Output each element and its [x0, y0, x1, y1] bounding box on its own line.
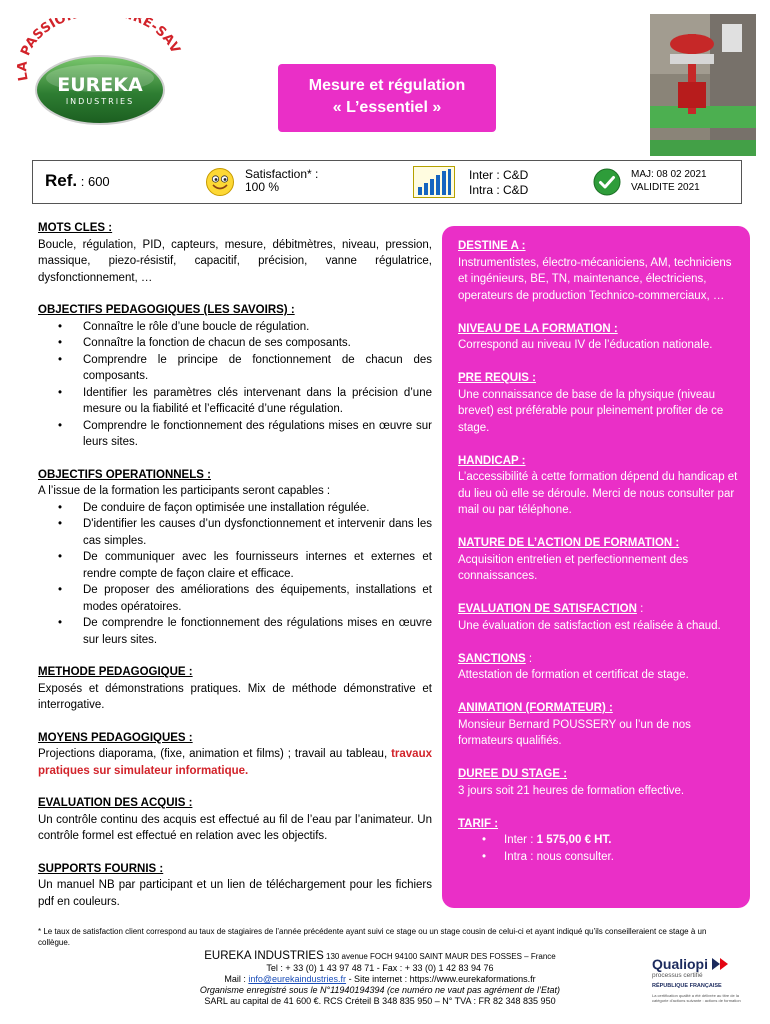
right-panel: [442, 226, 750, 908]
reference: Ref. : 600: [45, 171, 110, 190]
list-item: • Identifier les paramètres clés intervenant dans la précision d’une mesure ou la fiabilité et l’efficacité d’une régulation.: [38, 385, 432, 418]
list-item: • Connaître le rôle d’une boucle de régulation.: [38, 319, 432, 336]
title-line-2: « L’essentiel »: [332, 99, 442, 116]
methode-text: Exposés et démonstrations pratiques. Mix de méthode démonstrative et interrogative.: [38, 682, 432, 711]
tarif-intra: • Intra : nous consulter.: [458, 849, 738, 866]
mail-link[interactable]: info@eurekaindustries.fr: [248, 974, 347, 984]
sanctions-text: Attestation de formation et certificat de stage.: [458, 669, 689, 681]
republique-francaise: RÉPUBLIQUE FRANÇAISE: [652, 983, 722, 989]
valve-photo: [650, 14, 756, 156]
prerequis-heading: PRE REQUIS :: [458, 372, 536, 384]
course-title: [278, 64, 496, 132]
handicap-text: L’accessibilité à cette formation dépend du handicap et du lieu où elle se déroule. Merci de nous consulter par mail ou par téléphone.: [458, 471, 738, 516]
reference-value: 600: [87, 174, 110, 189]
animation-text: Monsieur Bernard POUSSERY ou l’un de nos formateurs qualifiés.: [458, 718, 691, 747]
footer-organisme: Organisme enregistré sous le N°11940194394 (ce numéro ne vaut pas agrément de l’Etat): [199, 985, 561, 995]
evaluation-satisfaction-text: Une évaluation de satisfaction est réalisée à chaud.: [458, 619, 721, 632]
handicap-heading: HANDICAP :: [458, 454, 526, 467]
logo-arc-text: LA PASSIO RE-SAV: [15, 18, 183, 83]
supports-text: Un manuel NB par participant et un lien de téléchargement pour les fichiers pdf en couleurs.: [38, 879, 432, 908]
inter-label: Inter : C&D: [469, 168, 529, 182]
nature-text: Acquisition entretien et perfectionnement des connaissances.: [458, 553, 689, 582]
list-item: • De proposer des améliorations des équipements, installations et modes opératoires.: [38, 582, 432, 615]
list-item: • De conduire de façon optimisée une installation régulée.: [38, 500, 432, 517]
update-info: [631, 168, 707, 194]
left-column: [38, 220, 432, 910]
maj-date: MAJ: 08 02 2021: [631, 169, 707, 180]
nature-heading: NATURE DE L’ACTION DE FORMATION :: [458, 537, 680, 549]
methode-heading: METHODE PEDAGOGIQUE :: [38, 666, 193, 678]
mots-cles-text: Boucle, régulation, PID, capteurs, mesure, débitmètres, niveau, pression, massique, piezo-résistif, capacitif, précision, vanne régulatrice, dysfonctionnement, …: [38, 238, 432, 284]
list-item: • Comprendre le principe de fonctionnement de chacun des composants.: [38, 352, 432, 385]
destine-text: Instrumentistes, électro-mécaniciens, AM, techniciens et ingénieurs, BE, TN, maintenance, électriciens, operateurs de production Technico-commerciaux, …: [458, 256, 732, 302]
session-types: [469, 168, 528, 198]
evaluation-acquis-text: Un contrôle continu des acquis est effectué au fil de l’eau par l’animateur. Un contrôle formel est effectué en relation avec les objectifs.: [38, 813, 432, 842]
eureka-logo: [14, 18, 184, 138]
evaluation-satisfaction-heading: EVALUATION DE SATISFACTION :: [458, 603, 644, 615]
sanctions-heading: SANCTIONS :: [458, 652, 533, 665]
evaluation-acquis-heading: EVALUATION DES ACQUIS :: [38, 797, 193, 809]
logo-sub: INDUSTRIES: [65, 97, 135, 106]
title-line-1: Mesure et régulation: [308, 77, 466, 94]
satisfaction-footnote: * Le taux de satisfaction client correspond au taux de stagiaires de l’année précédente ayant suivi ce stage ou un stage cousin de celui-ci et ayant indiqué qu’ils conseilleraient ce stage à un collègue.: [38, 927, 707, 947]
list-item: • Comprendre le fonctionnement des régulations mises en œuvre sur leurs sites.: [38, 418, 432, 451]
tarif-inter: • Inter : 1 575,00 € HT.: [458, 832, 738, 849]
supports-heading: SUPPORTS FOURNIS :: [38, 862, 164, 875]
qualiopi-arrows-icon: [711, 956, 733, 972]
qualiopi-logo: [652, 956, 752, 1016]
satisfaction: [245, 168, 318, 194]
list-item: • De communiquer avec les fournisseurs internes et externes et rendre compte de façon claire et efficace.: [38, 549, 432, 582]
prerequis-text: Une connaissance de base de la physique (niveau brevet) est préférable pour pleinement profiter de ce stage.: [458, 388, 724, 434]
logo-name: EUREKA: [57, 74, 143, 96]
tarif-heading: TARIF :: [458, 817, 499, 830]
satisfaction-value: 100 %: [245, 180, 280, 194]
footer-tel: Tel : + 33 (0) 1 43 97 48 71 - Fax : + 33 (0) 1 42 83 94 76: [266, 963, 494, 973]
moyens-highlight: travaux pratiques sur simulateur informatique.: [38, 748, 432, 777]
destine-heading: DESTINE A :: [458, 240, 526, 252]
satisfaction-label: Satisfaction* :: [245, 167, 319, 181]
footer-company: EUREKA INDUSTRIES 130 avenue FOCH 94100 SAINT MAUR DES FOSSES – France: [204, 950, 556, 962]
check-icon: [593, 168, 621, 196]
list-item: • Connaître la fonction de chacun de ses composants.: [38, 335, 432, 352]
footer: [120, 950, 640, 1007]
intra-label: Intra : C&D: [469, 183, 529, 197]
info-bar: [32, 160, 742, 204]
objectifs-operationnels-intro: A l’issue de la formation les participants seront capables :: [38, 485, 331, 497]
qualiopi-name: Qualiopi: [652, 956, 708, 972]
objectifs-pedagogiques-list: [38, 319, 432, 451]
list-item: • D'identifier les causes d’un dysfonctionnement et intervenir dans les cas simples.: [38, 516, 432, 549]
tarif-list: [458, 832, 738, 865]
validite: VALIDITE 2021: [631, 182, 700, 193]
niveau-text: Correspond au niveau IV de l’éducation nationale.: [458, 339, 713, 351]
moyens-heading: MOYENS PEDAGOGIQUES :: [38, 731, 193, 744]
bar-chart-icon: [413, 166, 455, 198]
footer-sarl: SARL au capital de 41 600 €. RCS Créteil B 348 835 950 – N° TVA : FR 82 348 835 950: [204, 996, 556, 1006]
footer-contact: Mail : info@eurekaindustries.fr - Site internet : https://www.eurekaformations.fr: [224, 974, 536, 984]
objectifs-pedagogiques-heading: OBJECTIFS PEDAGOGIQUES (LES SAVOIRS) :: [38, 304, 295, 316]
list-item: • De comprendre le fonctionnement des régulations mises en œuvre sur leurs sites.: [38, 615, 432, 648]
animation-heading: ANIMATION (FORMATEUR) :: [458, 702, 613, 714]
duree-text: 3 jours soit 21 heures de formation effective.: [458, 784, 685, 797]
smiley-icon: [205, 167, 235, 197]
qualiopi-note: La certification qualité a été délivrée au titre de la catégorie d’actions suivante : actions de formation: [652, 993, 741, 1003]
mots-cles-heading: MOTS CLES :: [38, 222, 113, 234]
duree-heading: DUREE DU STAGE :: [458, 768, 568, 780]
qualiopi-sub: processus certifié: [652, 972, 703, 979]
niveau-heading: NIVEAU DE LA FORMATION :: [458, 322, 618, 335]
moyens-text: Projections diaporama, (fixe, animation et films) ; travail au tableau, travaux pratiques sur simulateur informatique.: [38, 748, 432, 777]
objectifs-operationnels-heading: OBJECTIFS OPERATIONNELS :: [38, 468, 211, 481]
objectifs-operationnels-list: [38, 500, 432, 649]
